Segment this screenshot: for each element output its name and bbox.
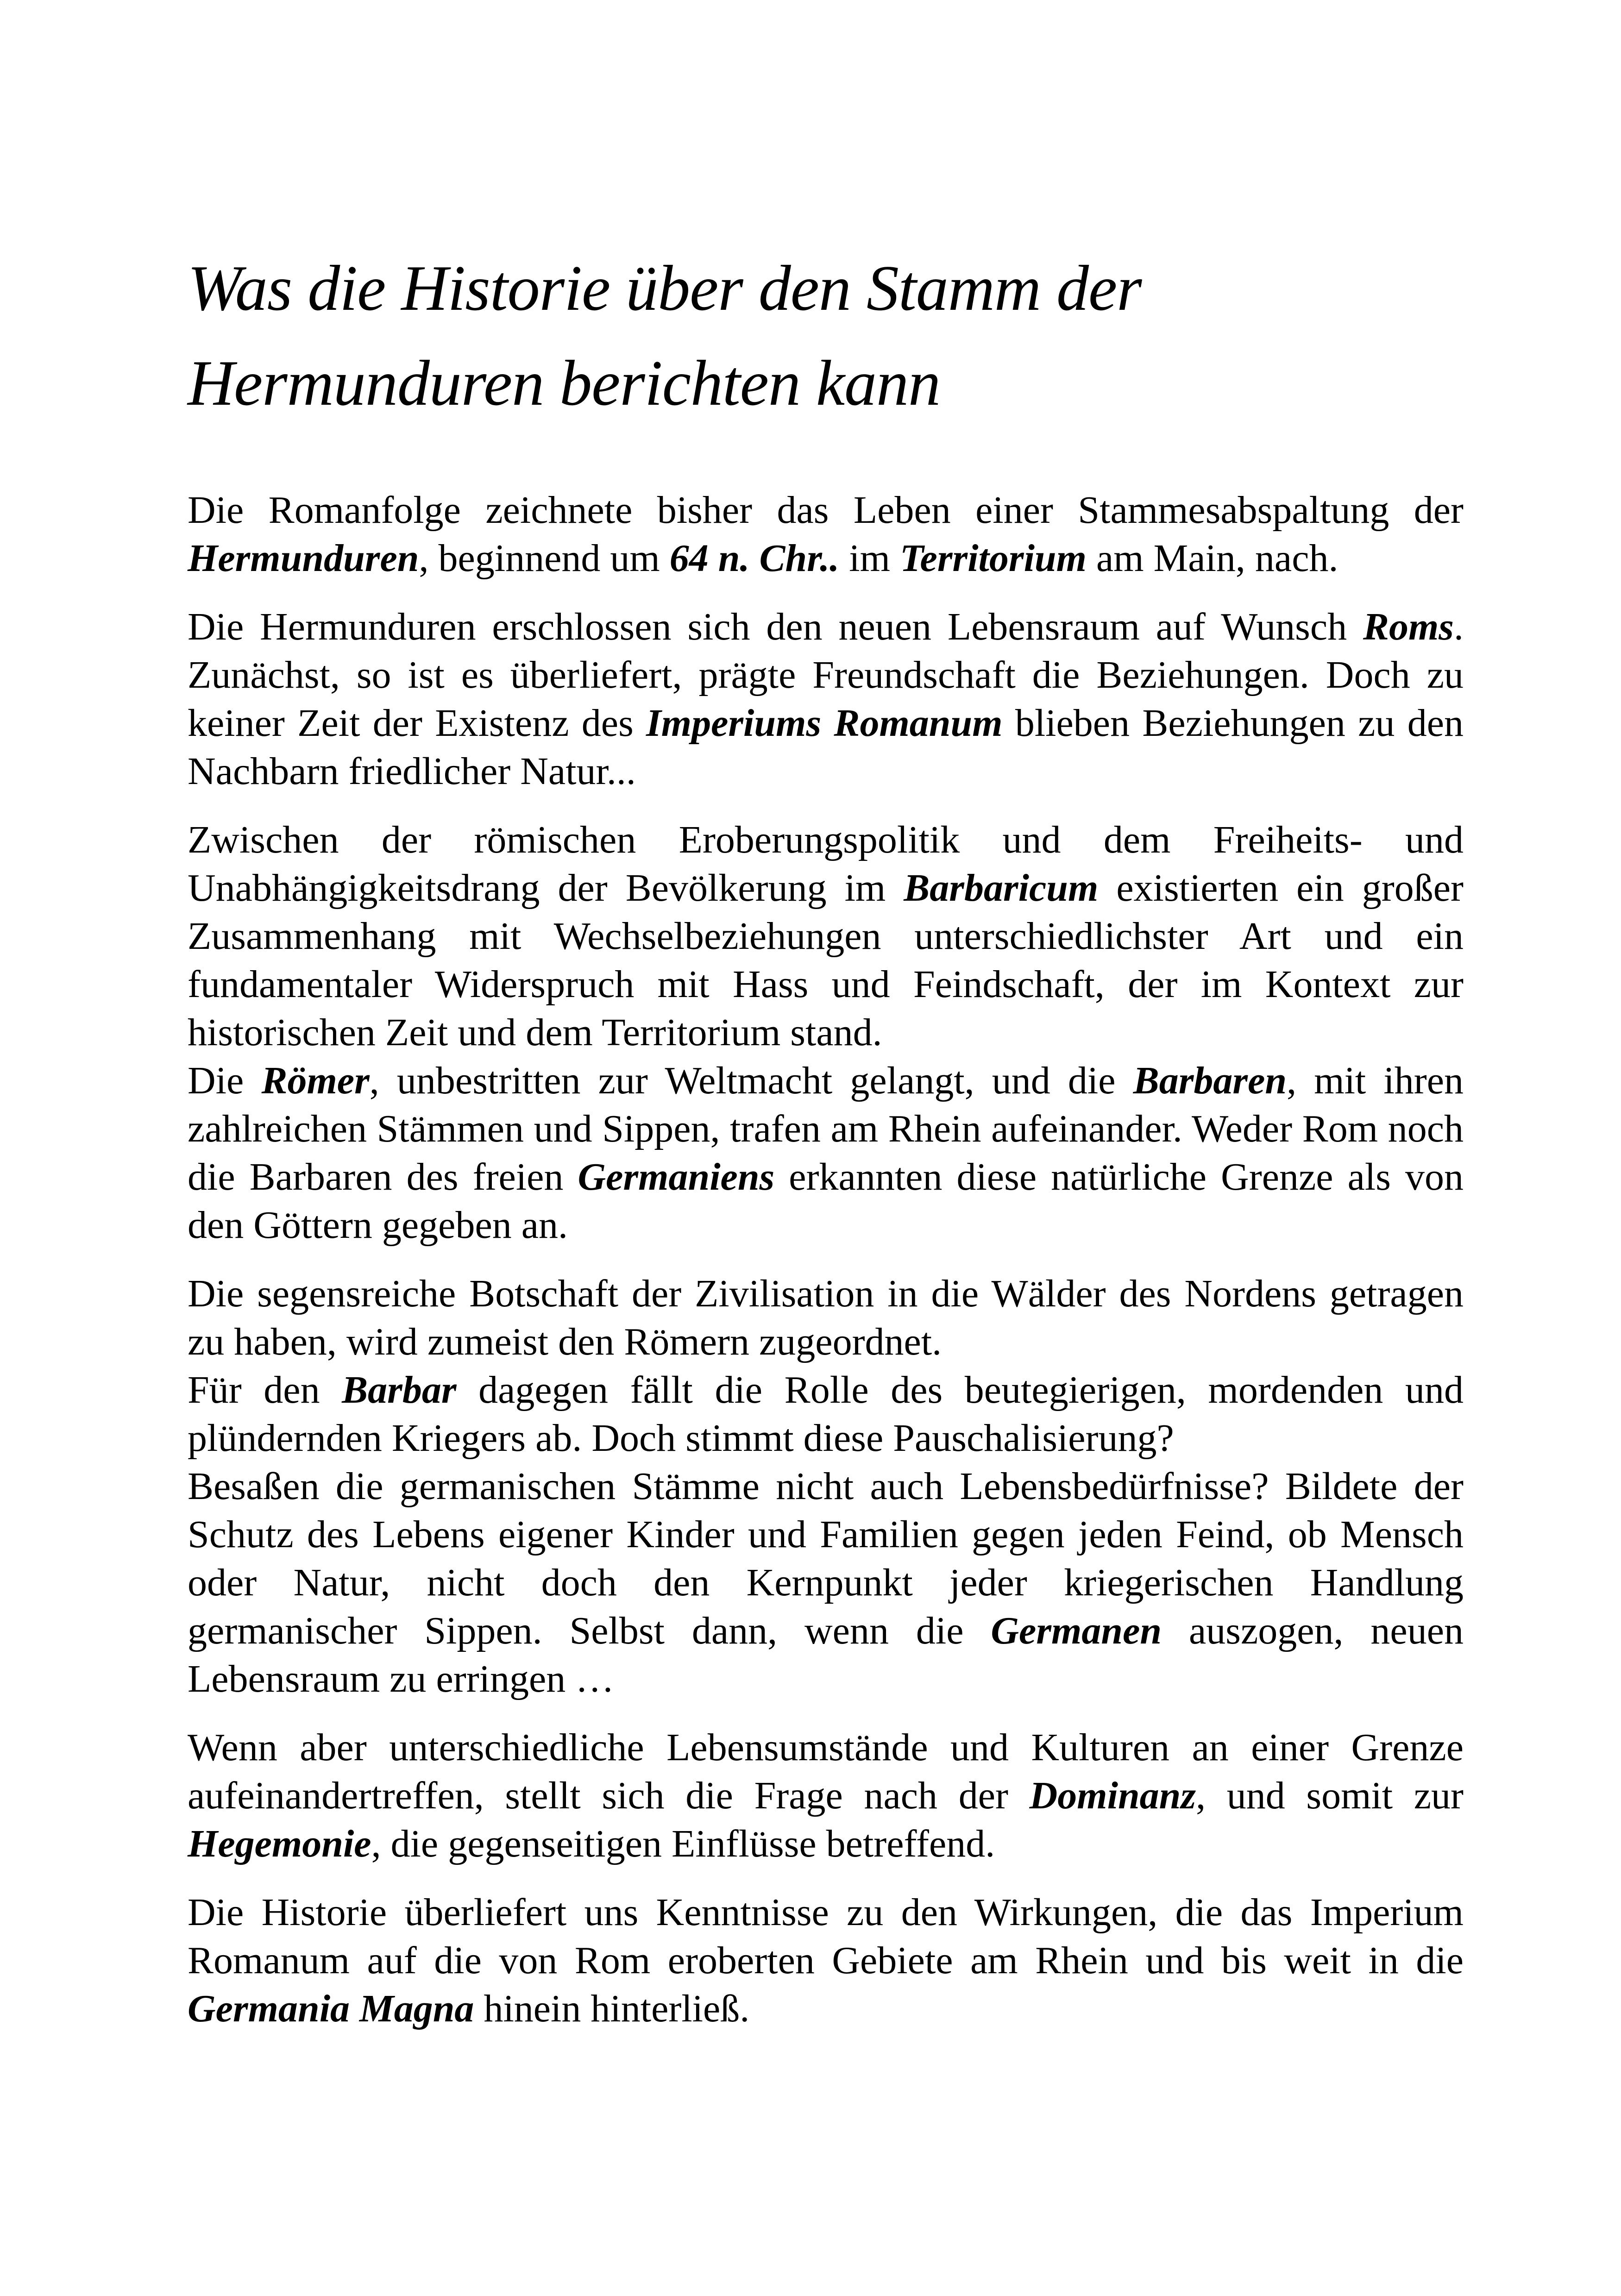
paragraph <box>188 1270 1464 1703</box>
text-run: , die gegenseitigen Einflüsse betreffend. <box>371 1822 995 1865</box>
paragraph-line-block <box>188 1057 1464 1249</box>
text-run: Wenn aber unterschiedliche Lebensumstände und Kulturen an einer Grenze aufeinandertreffen, stellt sich die Frage nach der <box>188 1726 1464 1817</box>
text-run: erkannten diese natürliche Grenze als von den Göttern gegeben an. <box>188 1155 1464 1247</box>
emphasized-term: Germania Magna <box>188 1987 474 2030</box>
text-run: , mit ihren zahlreichen Stämmen und Sippen, trafen am Rhein aufeinander. Weder Rom noch die Barbaren des freien <box>188 1059 1464 1198</box>
text-run: , und somit zur <box>1196 1774 1464 1817</box>
text-run: Die Hermunduren erschlossen sich den neuen Lebensraum auf Wunsch <box>188 605 1363 648</box>
paragraph-line-block <box>188 486 1464 583</box>
text-run: Besaßen die germanischen Stämme nicht auch Lebensbedürfnisse? Bildete der Schutz des Lebens eigener Kinder und Familien gegen jeden Feind, ob Mensch oder Natur, nicht doch den Kernpunkt jeder kriegerischen Handlung germanischer Sippen. Selbst dann, wenn die <box>188 1465 1464 1652</box>
paragraph <box>188 1724 1464 1868</box>
text-run: Zwischen der römischen Eroberungspolitik und dem Freiheits- und Unabhängigkeitsdrang der Bevölkerung im <box>188 818 1464 910</box>
paragraph <box>188 486 1464 583</box>
emphasized-term: Germaniens <box>578 1155 775 1198</box>
emphasized-term: Territorium <box>899 537 1087 580</box>
text-run: hinein hinterließ. <box>474 1987 750 2030</box>
text-run: Die Historie überliefert uns Kenntnisse zu den Wirkungen, die das Imperium Romanum auf die von Rom eroberten Gebiete am Rhein und bis weit in die <box>188 1891 1464 1982</box>
emphasized-term: Dominanz <box>1029 1774 1196 1817</box>
text-run: existierten ein großer Zusammenhang mit Wechselbeziehungen unterschiedlichster Art und ein fundamentaler Widerspruch mit Hass und Feindschaft, der im Kontext zur historischen Zeit und dem Territorium stand. <box>188 866 1464 1054</box>
emphasized-term: Roms <box>1363 605 1454 648</box>
emphasized-term: Barbaricum <box>904 866 1099 910</box>
emphasized-term: Germanen <box>991 1609 1162 1652</box>
emphasized-term: Barbaren <box>1133 1059 1287 1102</box>
text-run: am Main, nach. <box>1086 537 1338 580</box>
emphasized-term: 64 n. Chr.. <box>669 537 840 580</box>
text-run: im <box>839 537 900 580</box>
paragraph-line-block <box>188 603 1464 796</box>
text-run: auszogen, neuen Lebensraum zu erringen … <box>188 1609 1464 1700</box>
paragraph <box>188 603 1464 796</box>
paragraph-line-block <box>188 1724 1464 1868</box>
paragraph-line-block <box>188 816 1464 1057</box>
text-run: blieben Beziehungen zu den Nachbarn friedlicher Natur... <box>188 702 1464 793</box>
text-run: Die segensreiche Botschaft der Zivilisation in die Wälder des Nordens getragen zu haben, wird zumeist den Römern zugeordnet. <box>188 1272 1464 1363</box>
paragraph-line-block <box>188 1366 1464 1462</box>
text-run: Die <box>188 1059 262 1102</box>
emphasized-term: Barbar <box>342 1368 457 1411</box>
text-run: Für den <box>188 1368 342 1411</box>
text-run: dagegen fällt die Rolle des beutegierigen, mordenden und plündernden Kriegers ab. Doch stimmt diese Pauschalisierung? <box>188 1368 1464 1460</box>
emphasized-term: Hermunduren <box>188 537 419 580</box>
document-page <box>188 241 1464 2053</box>
emphasized-term: Imperiums Romanum <box>646 702 1003 745</box>
text-run: . Zunächst, so ist es überliefert, prägte Freundschaft die Beziehungen. Doch zu keiner Zeit der Existenz des <box>188 605 1464 745</box>
paragraph-line-block <box>188 1888 1464 2033</box>
paragraph <box>188 1888 1464 2033</box>
paragraph <box>188 816 1464 1249</box>
emphasized-term: Römer <box>261 1059 370 1102</box>
text-run: , beginnend um <box>419 537 670 580</box>
paragraph-line-block <box>188 1270 1464 1366</box>
text-run: , unbestritten zur Weltmacht gelangt, und die <box>369 1059 1133 1102</box>
emphasized-term: Hegemonie <box>188 1822 371 1865</box>
page-title: Was die Historie über den Stamm der Hermunduren berichten kann <box>188 252 1142 419</box>
document-body <box>188 486 1464 2033</box>
paragraph-line-block <box>188 1462 1464 1703</box>
text-run: Die Romanfolge zeichnete bisher das Leben einer Stammesabspaltung der <box>188 489 1464 532</box>
